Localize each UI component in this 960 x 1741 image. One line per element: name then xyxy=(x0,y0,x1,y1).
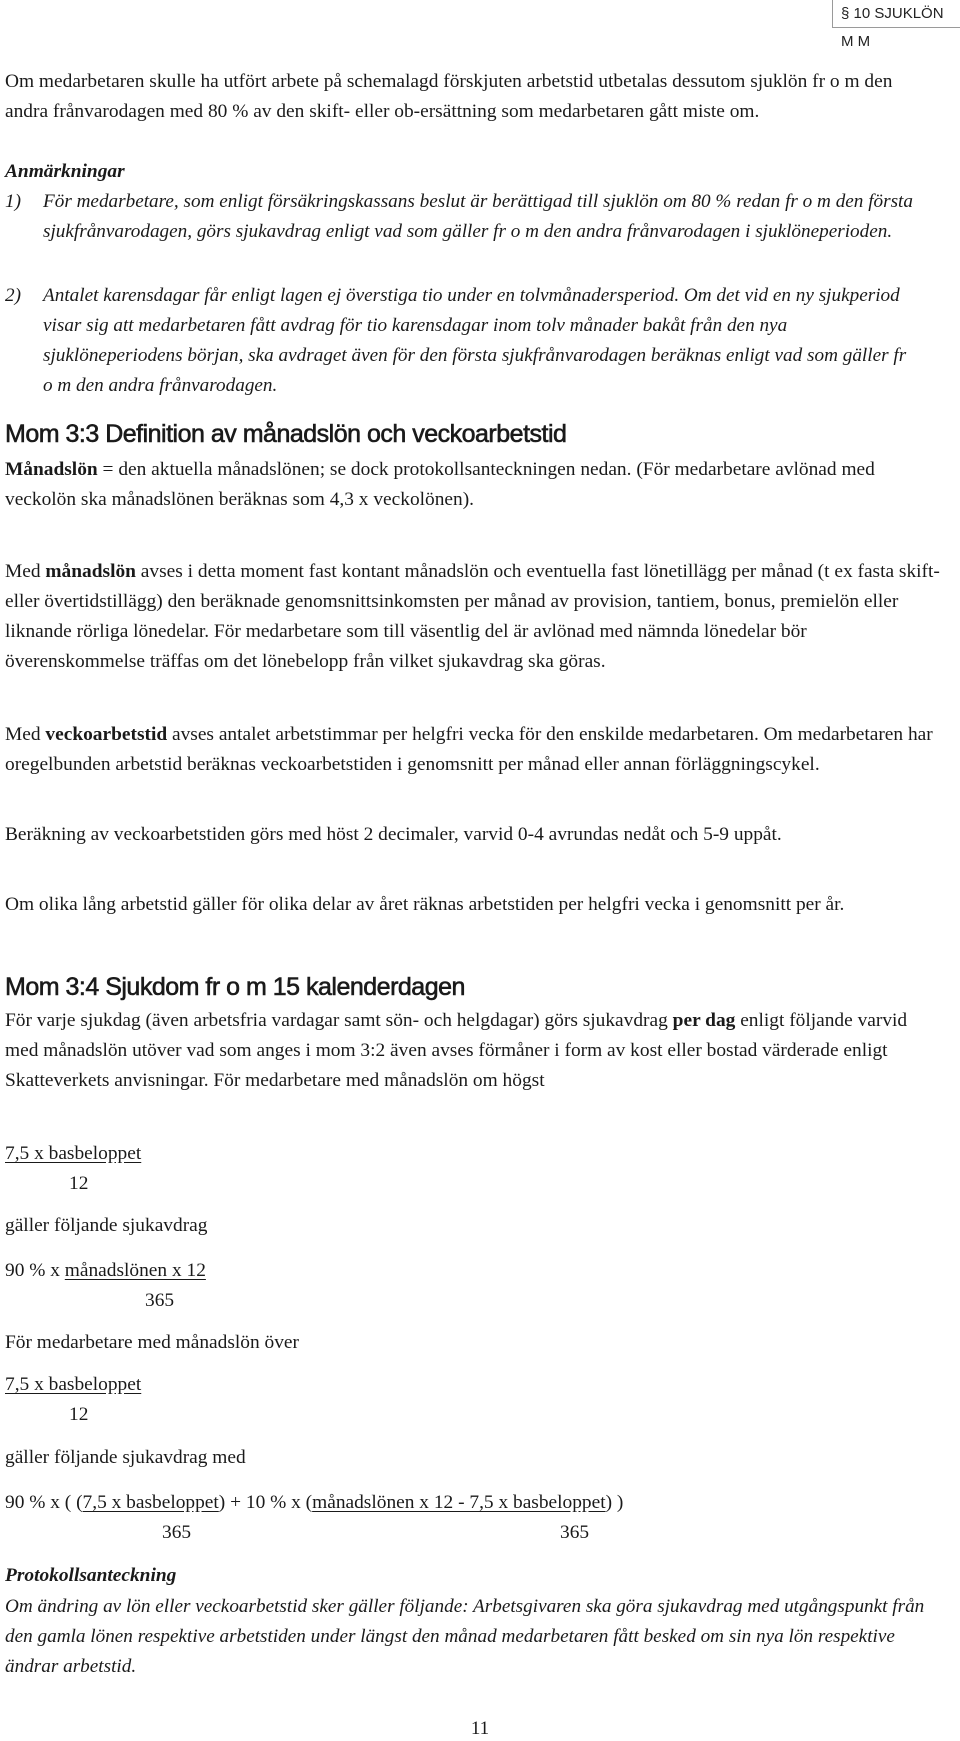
formula-numerator: 7,5 x basbeloppet xyxy=(5,1143,142,1164)
term-manadslon: månadslön xyxy=(45,561,136,582)
formula-threshold-2 xyxy=(5,1370,141,1430)
protocol-text: Om ändring av lön eller veckoarbetstid sker gäller följande: Arbetsgivaren ska göra sjukavdrag med utgångspunkt från den gamla lönen respektive arbetstiden under längst den månad medarbetaren fått besked om sin nya lön respektive ändrar arbetstid. xyxy=(5,1596,925,1677)
definition-paragraph xyxy=(5,455,945,515)
remark-number: 2) xyxy=(5,285,21,306)
remark-text: För medarbetare, som enligt försäkringskassans beslut är berättigad till sjuklön om 80 % redan fr o m den första sjukfrånvarodagen, görs sjukavdrag enligt vad som gäller fr o m den andra frånvarodagen i sjuklöneperioden. xyxy=(43,191,913,242)
term-manadslon: Månadslön xyxy=(5,459,98,480)
section-heading-mom-3-3: Mom 3:3 Definition av månadslön och veckoarbetstid xyxy=(5,420,567,448)
formula-suffix: ) ) xyxy=(605,1492,624,1513)
rounding-paragraph: Beräkning av veckoarbetstiden görs med höst 2 decimaler, varvid 0-4 avrundas nedåt och 5-9 uppåt. xyxy=(5,824,782,845)
manadslon-paragraph xyxy=(5,557,945,677)
formula-denominator: 12 xyxy=(69,1404,89,1425)
formula-numerator: 7,5 x basbeloppet xyxy=(82,1492,219,1513)
remark-item-1 xyxy=(5,187,920,247)
formula-numerator: månadslönen x 12 - 7,5 x basbeloppet xyxy=(312,1492,606,1513)
page-header xyxy=(0,0,960,50)
term-per-dag: per dag xyxy=(672,1010,736,1031)
text-run: Med xyxy=(5,724,46,745)
formula-denominator: 365 xyxy=(145,1290,175,1311)
formula-numerator: 7,5 x basbeloppet xyxy=(5,1374,142,1395)
term-veckoarbetstid: veckoarbetstid xyxy=(45,724,168,745)
formula-prefix: 90 % x ( ( xyxy=(5,1492,83,1513)
text-run: avses i detta moment fast kontant månadslön och eventuella fast lönetillägg per månad (t ex fasta skift- eller övertidstillägg) den beräknade genomsnittsinkomsten per månad av provision, tantiem, bonus, premielön eller liknande rörliga lönedelar. För medarbetare som till väsentlig del är avlönad med nämnda lönedelar bör överenskommelse träffas om det lönebelopp från vilket sjukavdrag ska göras. xyxy=(5,561,940,672)
remark-number: 1) xyxy=(5,191,21,212)
formula-threshold-1 xyxy=(5,1139,141,1199)
page-number: 11 xyxy=(470,1718,490,1739)
formula-deduction-2 xyxy=(5,1488,623,1518)
over-threshold-paragraph: För medarbetare med månadslön över xyxy=(5,1332,299,1353)
formula-denominator: 12 xyxy=(69,1173,89,1194)
text-run: avses antalet arbetstimmar per helgfri vecka för den enskilde medarbetaren. Om medarbetaren har oregelbunden arbetstid beräknas veckoarbetstiden i genomsnitt per månad eller annan förläggningscykel. xyxy=(5,724,933,775)
remarks-heading: Anmärkningar xyxy=(5,161,125,182)
formula-prefix: 90 % x xyxy=(5,1260,65,1281)
section-tab: § 10 SJUKLÖN M M xyxy=(832,0,960,28)
definition-text: = den aktuella månadslönen; se dock protokollsanteckningen nedan. (För medarbetare avlönad med veckolön ska månadslönen beräknas som 4,3 x veckolönen). xyxy=(5,459,875,510)
veckoarbetstid-paragraph xyxy=(5,720,945,780)
formula-operator: ) + 10 % x ( xyxy=(218,1492,313,1513)
intro-paragraph: Om medarbetaren skulle ha utfört arbete på schemalagd förskjuten arbetstid utbetalas dessutom sjuklön fr o m den andra frånvarodagen med 80 % av den skift- eller ob-ersättning som medarbetaren gått miste om. xyxy=(5,71,893,122)
average-paragraph: Om olika lång arbetstid gäller för olika delar av året räknas arbetstiden per helgfri vecka i genomsnitt per år. xyxy=(5,894,845,915)
text-run: För varje sjukdag (även arbetsfria vardagar samt sön- och helgdagar) görs sjukavdrag xyxy=(5,1010,673,1031)
formula-caption: gäller följande sjukavdrag xyxy=(5,1215,208,1236)
text-run: Med xyxy=(5,561,46,582)
formula-caption: gäller följande sjukavdrag med xyxy=(5,1447,246,1468)
deduction-paragraph xyxy=(5,1006,945,1096)
section-heading-mom-3-4: Mom 3:4 Sjukdom fr o m 15 kalenderdagen xyxy=(5,973,465,1001)
formula-denominator: 365 xyxy=(560,1522,590,1543)
remark-item-2 xyxy=(5,281,920,401)
remark-text: Antalet karensdagar får enligt lagen ej överstiga tio under en tolvmånadersperiod. Om det vid en ny sjukperiod visar sig att medarbetaren fått avdrag för tio karensdagar inom tolv månader bakåt från den nya sjuklöneperiodens början, ska avdraget även för den första sjukfrånvarodagen beräknas enligt vad som gäller fr o m den andra frånvarodagen. xyxy=(43,285,907,396)
formula-deduction-1 xyxy=(5,1256,206,1316)
formula-numerator: månadslönen x 12 xyxy=(64,1260,206,1281)
text-run: enligt följande varvid med månadslön utöver vad som anges i mom 3:2 även avses förmåner i form av kost eller bostad värderade enligt Skatteverkets anvisningar. För medarbetare med månadslön om högst xyxy=(5,1010,908,1091)
formula-denominator: 365 xyxy=(162,1522,192,1543)
protocol-heading: Protokollsanteckning xyxy=(5,1565,177,1586)
